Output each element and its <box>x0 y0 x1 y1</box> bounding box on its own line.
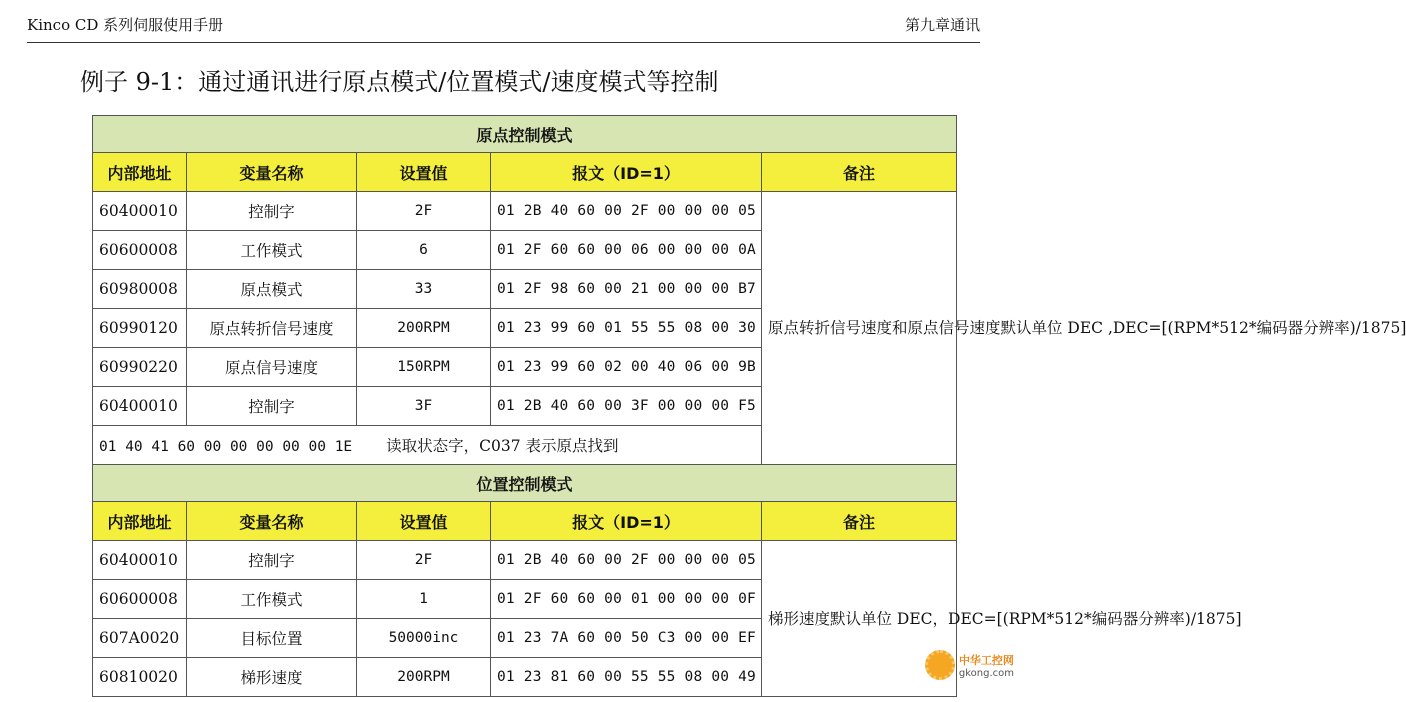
message-cell: 01 23 81 60 00 55 55 08 00 49 <box>491 658 762 697</box>
variable-name-cell: 控制字 <box>187 387 357 426</box>
message-cell: 01 23 99 60 01 55 55 08 00 30 <box>491 309 762 348</box>
gear-icon <box>925 650 955 680</box>
column-header: 变量名称 <box>187 502 357 541</box>
table-row <box>93 541 957 580</box>
variable-name-cell: 控制字 <box>187 541 357 580</box>
column-header: 内部地址 <box>93 502 187 541</box>
message-cell: 01 2F 60 60 00 06 00 00 00 0A <box>491 231 762 270</box>
header-row <box>93 153 957 192</box>
variable-name-cell: 梯形速度 <box>187 658 357 697</box>
variable-name-cell: 工作模式 <box>187 580 357 619</box>
address-cell: 607A0020 <box>93 619 187 658</box>
variable-name-cell: 控制字 <box>187 192 357 231</box>
address-cell: 60600008 <box>93 580 187 619</box>
watermark-cn: 中华工控网 <box>958 653 1014 667</box>
note-cell: 梯形速度默认单位 DEC，DEC=[(RPM*512*编码器分辨率)/1875] <box>762 541 957 697</box>
address-cell: 60980008 <box>93 270 187 309</box>
column-header: 变量名称 <box>187 153 357 192</box>
value-cell: 6 <box>357 231 491 270</box>
comment-cell <box>93 426 762 465</box>
message-cell: 01 2B 40 60 00 2F 00 00 00 05 <box>491 541 762 580</box>
header-row <box>93 502 957 541</box>
section-title: 原点控制模式 <box>93 116 957 153</box>
value-cell: 200RPM <box>357 658 491 697</box>
address-cell: 60810020 <box>93 658 187 697</box>
column-header: 设置值 <box>357 502 491 541</box>
message-cell: 01 23 99 60 02 00 40 06 00 9B <box>491 348 762 387</box>
address-cell: 60600008 <box>93 231 187 270</box>
variable-name-cell: 原点转折信号速度 <box>187 309 357 348</box>
value-cell: 2F <box>357 192 491 231</box>
column-header: 备注 <box>762 153 957 192</box>
value-cell: 1 <box>357 580 491 619</box>
message-cell: 01 2B 40 60 00 2F 00 00 00 05 <box>491 192 762 231</box>
variable-name-cell: 原点模式 <box>187 270 357 309</box>
value-cell: 200RPM <box>357 309 491 348</box>
message-cell: 01 2F 60 60 00 01 00 00 00 0F <box>491 580 762 619</box>
column-header: 报文（ID=1） <box>491 502 762 541</box>
address-cell: 60400010 <box>93 387 187 426</box>
comment-text: 读取状态字，C037 表示原点找到 <box>386 437 619 455</box>
message-cell: 01 2F 98 60 00 21 00 00 00 B7 <box>491 270 762 309</box>
column-header: 备注 <box>762 502 957 541</box>
comment-message: 01 40 41 60 00 00 00 00 00 1E <box>99 439 353 455</box>
variable-name-cell: 工作模式 <box>187 231 357 270</box>
section-row <box>93 116 957 153</box>
variable-name-cell: 目标位置 <box>187 619 357 658</box>
page-title: 例子 9-1：通过通讯进行原点模式/位置模式/速度模式等控制 <box>80 68 719 96</box>
header-left: Kinco CD 系列伺服使用手册 <box>27 16 224 34</box>
address-cell: 60400010 <box>93 192 187 231</box>
address-cell: 60400010 <box>93 541 187 580</box>
section-row <box>93 465 957 502</box>
message-cell: 01 23 7A 60 00 50 C3 00 00 EF <box>491 619 762 658</box>
note-cell: 原点转折信号速度和原点信号速度默认单位 DEC ,DEC=[(RPM*512*编码器分辨率)/1875] <box>762 192 957 465</box>
watermark <box>925 650 1014 680</box>
header-right: 第九章通讯 <box>904 16 980 34</box>
header-divider <box>27 42 980 43</box>
value-cell: 3F <box>357 387 491 426</box>
value-cell: 150RPM <box>357 348 491 387</box>
variable-name-cell: 原点信号速度 <box>187 348 357 387</box>
column-header: 报文（ID=1） <box>491 153 762 192</box>
value-cell: 2F <box>357 541 491 580</box>
message-cell: 01 2B 40 60 00 3F 00 00 00 F5 <box>491 387 762 426</box>
column-header: 设置值 <box>357 153 491 192</box>
watermark-url: gkong.com <box>958 667 1014 679</box>
address-cell: 60990220 <box>93 348 187 387</box>
table-row <box>93 192 957 231</box>
address-cell: 60990120 <box>93 309 187 348</box>
value-cell: 33 <box>357 270 491 309</box>
column-header: 内部地址 <box>93 153 187 192</box>
section-title: 位置控制模式 <box>93 465 957 502</box>
value-cell: 50000inc <box>357 619 491 658</box>
